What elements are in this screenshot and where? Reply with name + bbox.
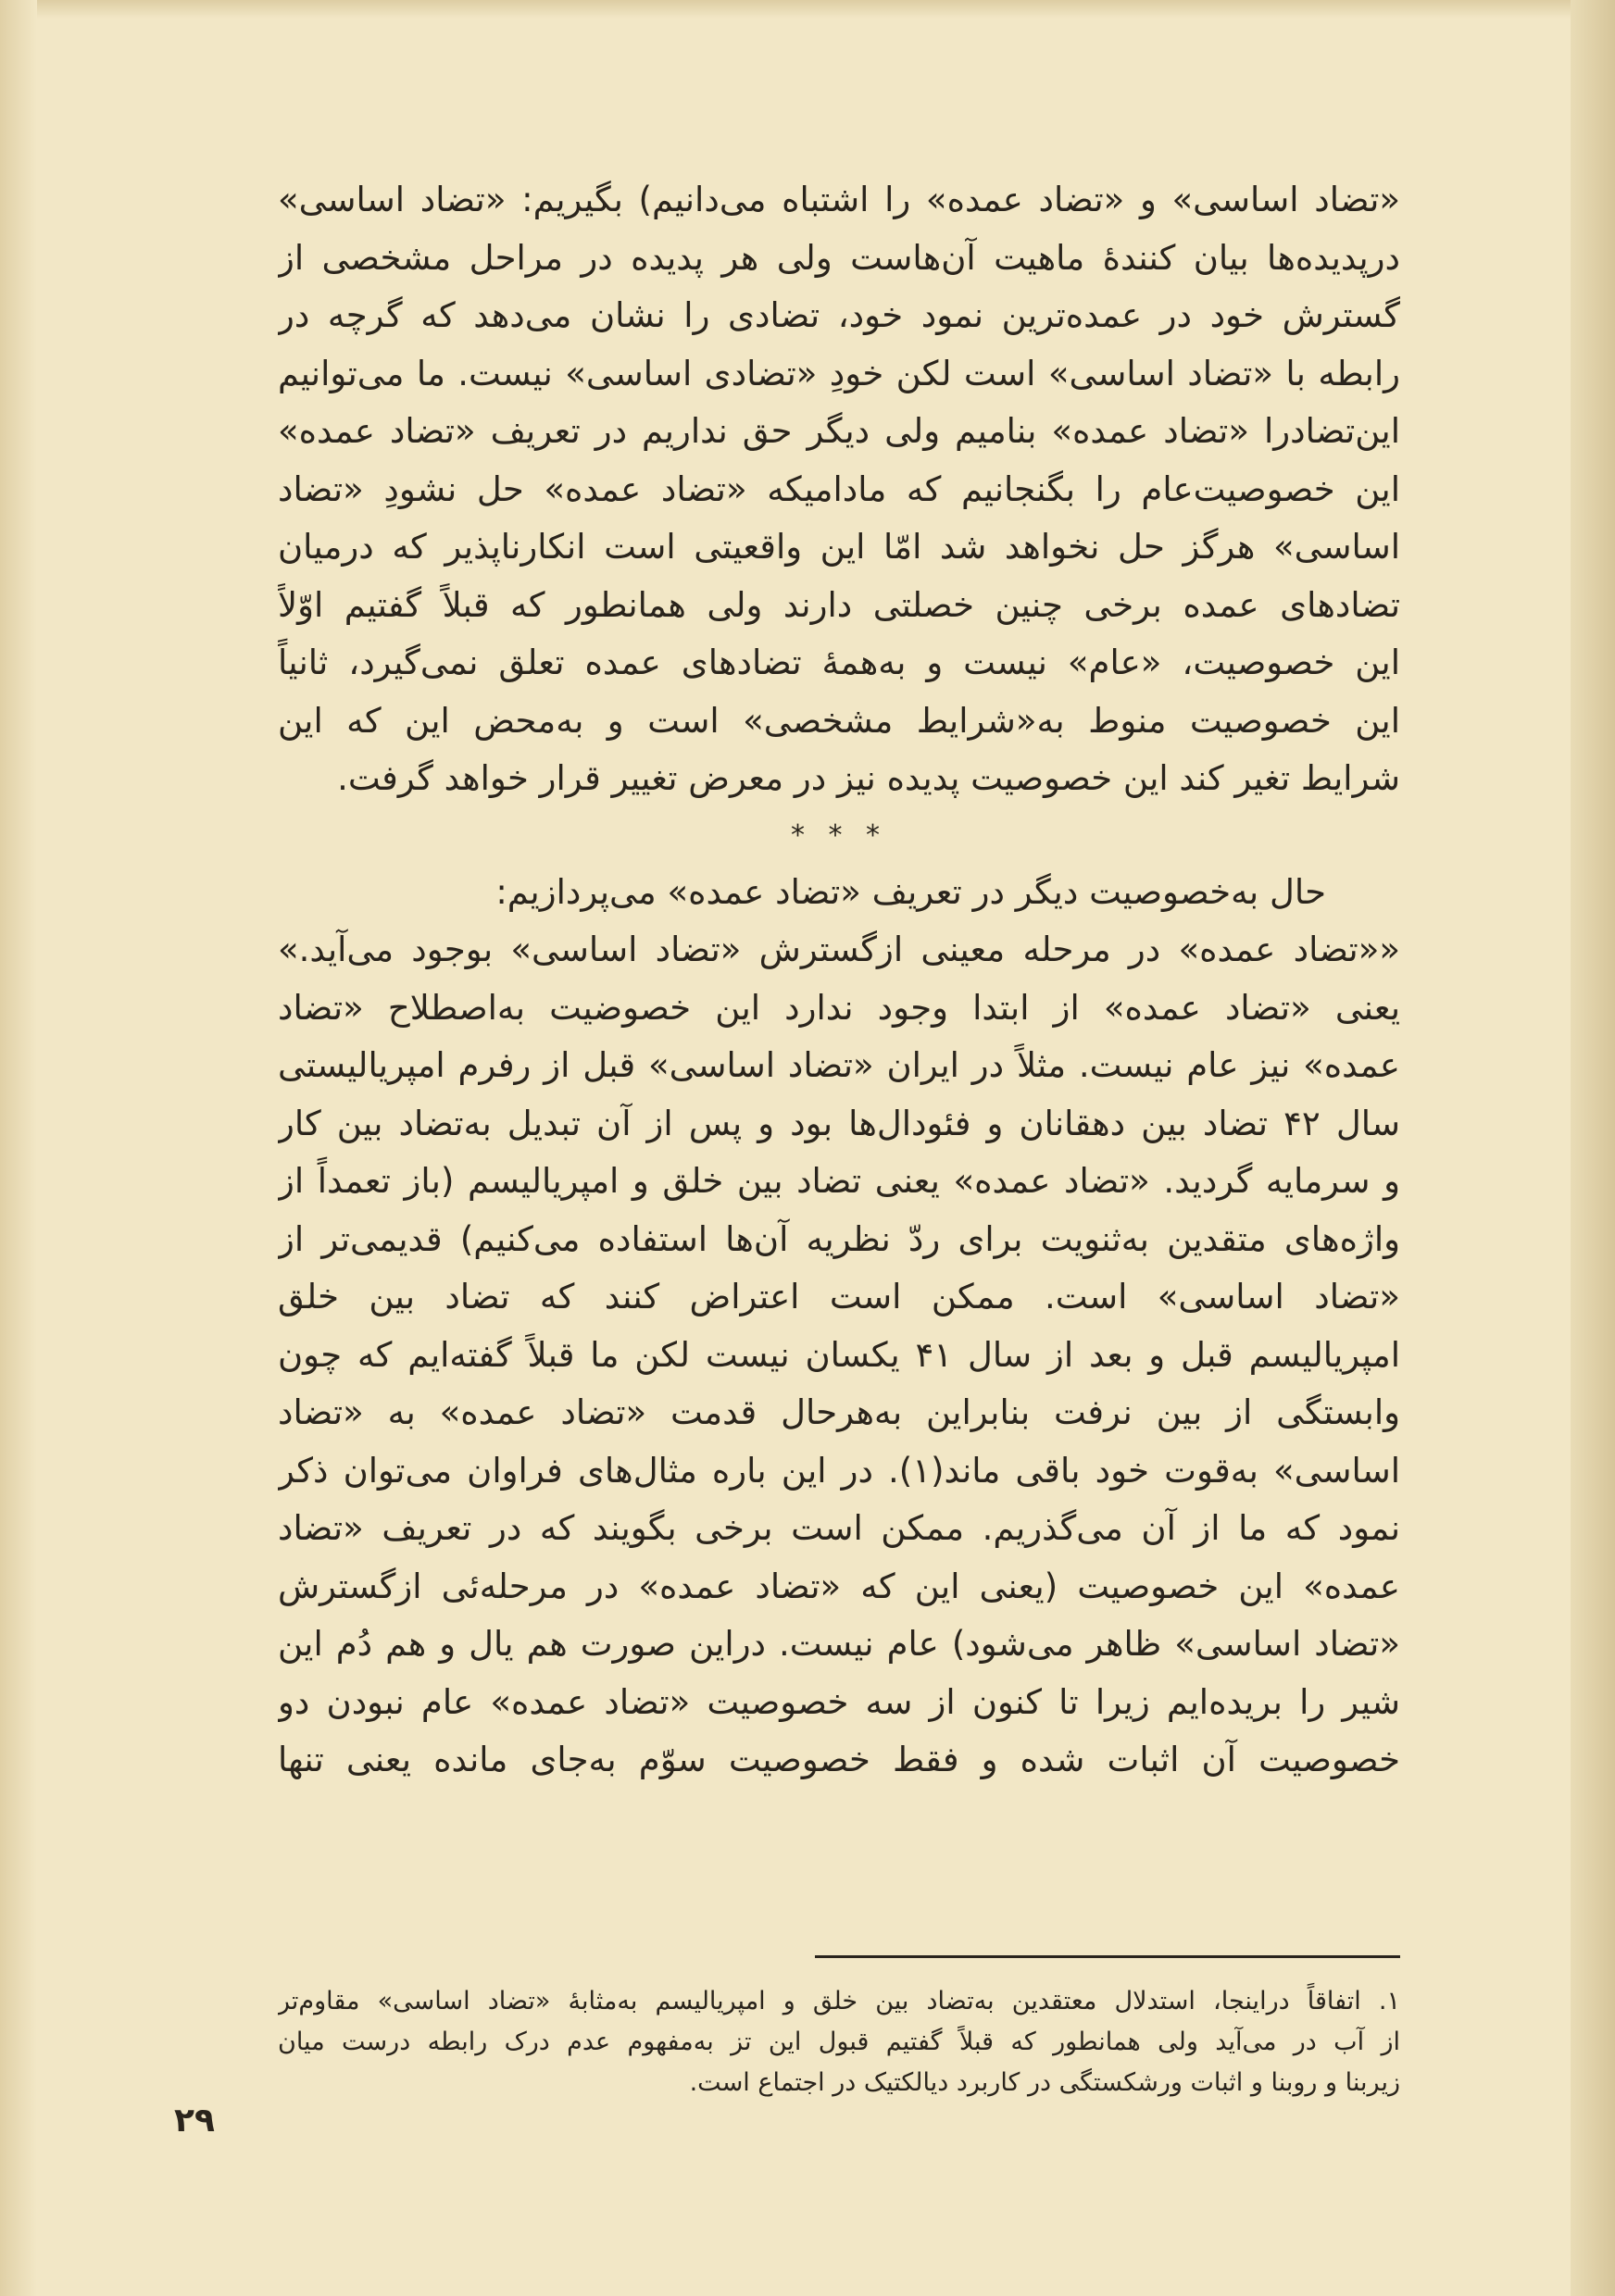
body-line: درپدیده‌ها بیان کنندهٔ ماهیت آن‌هاست ولی هر پدیده در مراحل مشخصی از <box>278 237 1400 278</box>
page-right-edge <box>1571 0 1615 2296</box>
page-left-edge <box>0 0 37 2296</box>
body-line: عمده» نیز عام نیست. مثلاً در ایران «تضاد اساسی» قبل از رفرم امپریالیستی <box>278 1045 1400 1085</box>
body-line: خصوصیت آن اثبات شده و فقط خصوصیت سوّم به‌جای مانده یعنی تنها <box>278 1740 1400 1779</box>
footnote-line: از آب در می‌آید ولی همانطور که قبلاً گفتیم قبول این تز به‌مفهوم عدم درک رابطه درست میان <box>278 2028 1400 2056</box>
body-line: این خصوصیت منوط به«شرایط مشخصی» است و به‌محض این که این <box>278 700 1400 741</box>
body-line: یعنی «تضاد عمده» از ابتدا وجود ندارد این خصوضیت به‌اصطلاح «تضاد <box>278 987 1400 1028</box>
page-number: ۲۹ <box>174 2102 215 2140</box>
body-line: و سرمایه گردید. «تضاد عمده» یعنی تضاد بین خلق و امپریالیسم (باز تعمداً از <box>278 1161 1400 1201</box>
body-line: «تضاد اساسی» ظاهر می‌شود) عام نیست. دراین صورت هم یال و هم دُم این <box>278 1624 1400 1664</box>
body-line: اساسی» هرگز حل نخواهد شد امّا این واقعیتی است انکارناپذیر که درمیان <box>278 527 1400 567</box>
body-line: «تضاد اساسی» و «تضاد عمده» را اشتباه می‌دانیم) بگیریم: «تضاد اساسی» <box>278 180 1400 219</box>
body-line: واژه‌های متقدین به‌ثنویت برای ردّ نظریه آن‌ها استفاده می‌کنیم) قدیمی‌تر از <box>278 1218 1400 1259</box>
section-separator: * * * <box>790 818 888 852</box>
body-line: نمود که ما از آن می‌گذریم. ممکن است برخی بگویند که در تعریف «تضاد <box>278 1508 1400 1548</box>
body-line: رابطه با «تضاد اساسی» است لکن خودِ «تضادی اساسی» نیست. ما می‌توانیم <box>278 353 1400 393</box>
body-line: سال ۴۲ تضاد بین دهقانان و فئودال‌ها بود و پس از آن تبدیل به‌تضاد بین کار <box>278 1103 1400 1143</box>
body-line: گسترش خود در عمده‌ترین نمود خود، تضادی را نشان می‌دهد که گرچه در <box>278 295 1400 335</box>
footnote-line: زیربنا و روبنا و اثبات ورشکستگی در کاربرد دیالکتیک در اجتماع است. <box>689 2068 1400 2097</box>
body-line: اساسی» به‌قوت خود باقی ماند(۱). در این باره مثال‌های فراوان می‌توان ذکر <box>278 1450 1400 1491</box>
body-text <box>278 171 1400 1790</box>
body-line: «تضاد اساسی» است. ممکن است اعتراض کنند که تضاد بین خلق <box>278 1277 1400 1316</box>
body-line: این خصوصیت، «عام» نیست و به‌همهٔ تضادهای عمده تعلق نمی‌گیرد، ثانیاً <box>278 643 1400 682</box>
footnote <box>278 1981 1400 2103</box>
body-line: شرایط تغیر کند این خصوصیت پدیده نیز در معرض تغییر قرار خواهد گرفت. <box>337 758 1400 798</box>
footnote-divider <box>815 1955 1400 1958</box>
page-top-edge <box>0 0 1615 19</box>
body-line: این خصوصیت‌عام را بگنجانیم که مادامیکه «تضاد عمده» حل نشودِ «تضاد <box>278 468 1400 509</box>
body-line: تضادهای عمده برخی چنین خصلتی دارند ولی همانطور که قبلاً گفتیم اوّلاً <box>278 584 1400 625</box>
body-line: عمده» این خصوصیت (یعنی این که «تضاد عمده» در مرحله‌ئی ازگسترش <box>278 1566 1400 1606</box>
body-line: ««تضاد عمده» در مرحله معینی ازگسترش «تضاد اساسی» بوجود می‌آید.» <box>278 930 1400 969</box>
footnote-line: ۱. اتفاقاً دراینجا، استدلال معتقدین به‌تضاد بین خلق و امپریالیسم به‌مثابهٔ «تضاد اساسی» مقاوم‌تر <box>278 1987 1400 2015</box>
body-line: امپریالیسم قبل و بعد از سال ۴۱ یکسان نیست لکن ما قبلاً گفته‌ایم که چون <box>278 1334 1400 1375</box>
body-line: شیر را بریده‌ایم زیرا تا کنون از سه خصوصیت «تضاد عمده» عام نبودن دو <box>278 1681 1400 1722</box>
body-line: این‌تضادرا «تضاد عمده» بنامیم ولی دیگر حق نداریم در تعریف «تضاد عمده» <box>278 411 1400 451</box>
body-line: وابستگی از بین نرفت بنابراین به‌هرحال قدمت «تضاد عمده» به «تضاد <box>278 1392 1400 1432</box>
body-line: حال به‌خصوصیت دیگر در تعریف «تضاد عمده» می‌پردازیم: <box>495 871 1326 912</box>
